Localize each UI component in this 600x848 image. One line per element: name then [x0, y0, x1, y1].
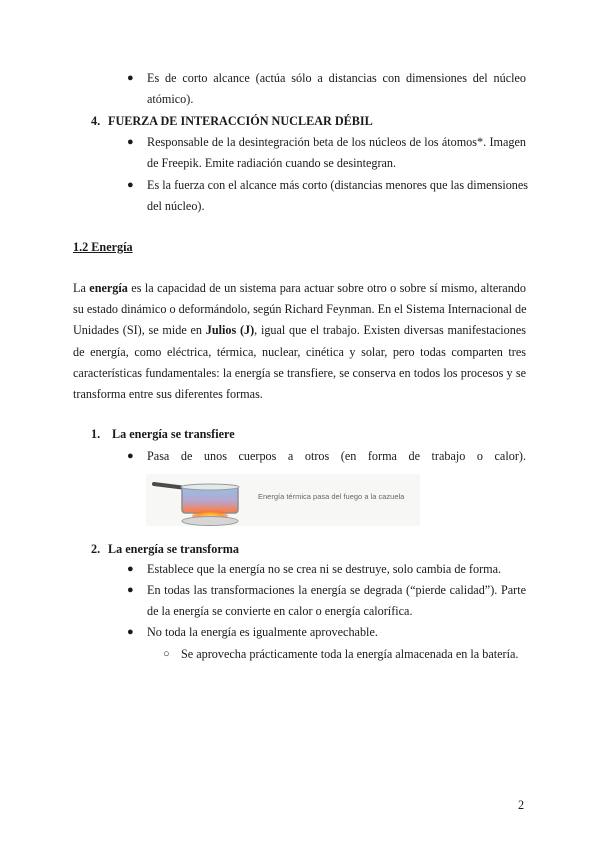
paragraph-line: de energía, como eléctrica, térmica, nuclear, cinética y solar, pero todas comparten tres — [73, 345, 526, 359]
section-heading: FUERZA DE INTERACCIÓN NUCLEAR DÉBIL — [108, 114, 373, 128]
bullet-text: Es de corto alcance (actúa sólo a distancias con dimensiones del núcleo — [147, 71, 526, 85]
bullet-text: En todas las transformaciones la energía se degrada (“pierde calidad”). Parte — [147, 583, 526, 597]
bullet-text: del núcleo). — [147, 199, 205, 213]
image-caption: Energía térmica pasa del fuego a la cazuela — [258, 492, 405, 501]
bullet-marker: ● — [127, 136, 134, 148]
bullet-marker: ● — [127, 72, 134, 84]
bullet-text: atómico). — [147, 92, 194, 106]
paragraph-line: transforma entre sus diferentes formas. — [73, 387, 263, 401]
list-number: 4. — [91, 114, 101, 128]
bullet-text: Responsable de la desintegración beta de los núcleos de los átomos*. Imagen — [147, 135, 526, 149]
bullet-text: Es la fuerza con el alcance más corto (distancias menores que las dimensiones — [147, 178, 529, 192]
list-item-title: La energía se transfiere — [112, 427, 235, 441]
bullet-text: Establece que la energía no se crea ni se destruye, solo cambia de forma. — [147, 562, 502, 576]
pot-on-fire-image — [146, 474, 420, 526]
bullet-text: Pasa de unos cuerpos a otros (en forma de trabajo o calor). — [147, 449, 526, 463]
list-number: 1. — [91, 427, 101, 441]
section-heading: 1.2 Energía — [73, 240, 133, 254]
paragraph-line: características fundamentales: la energía se transfiere, se conserva en todos los procesos y se — [73, 366, 526, 380]
bullet-text: No toda la energía es igualmente aprovechable. — [147, 625, 378, 639]
bullet-marker: ● — [127, 450, 134, 462]
bullet-text: de Freepik. Emite radiación cuando se desintegran. — [147, 156, 397, 170]
paragraph-line: Unidades (SI), se mide en Julios (J), igual que el trabajo. Existen diversas manifestaciones — [73, 323, 527, 337]
sub-bullet-marker: ○ — [163, 648, 170, 660]
bullet-marker: ● — [127, 626, 134, 638]
sub-bullet-text: Se aprovecha prácticamente toda la energía almacenada en la batería. — [181, 647, 519, 661]
bullet-marker: ● — [127, 563, 134, 575]
paragraph-line: La energía es la capacidad de un sistema para actuar sobre otro o sobre sí mismo, alterando — [73, 281, 526, 295]
pot-illustration — [146, 474, 256, 526]
bullet-text: de la energía se convierte en calor o energía calorífica. — [147, 604, 413, 618]
bullet-marker: ● — [127, 179, 134, 191]
page-number: 2 — [518, 798, 525, 812]
bullet-marker: ● — [127, 584, 134, 596]
list-item-title: La energía se transforma — [108, 542, 239, 556]
paragraph-line: su estado dinámico o deformándolo, según Richard Feynman. En el Sistema Internacional de — [73, 302, 527, 316]
list-number: 2. — [91, 542, 101, 556]
